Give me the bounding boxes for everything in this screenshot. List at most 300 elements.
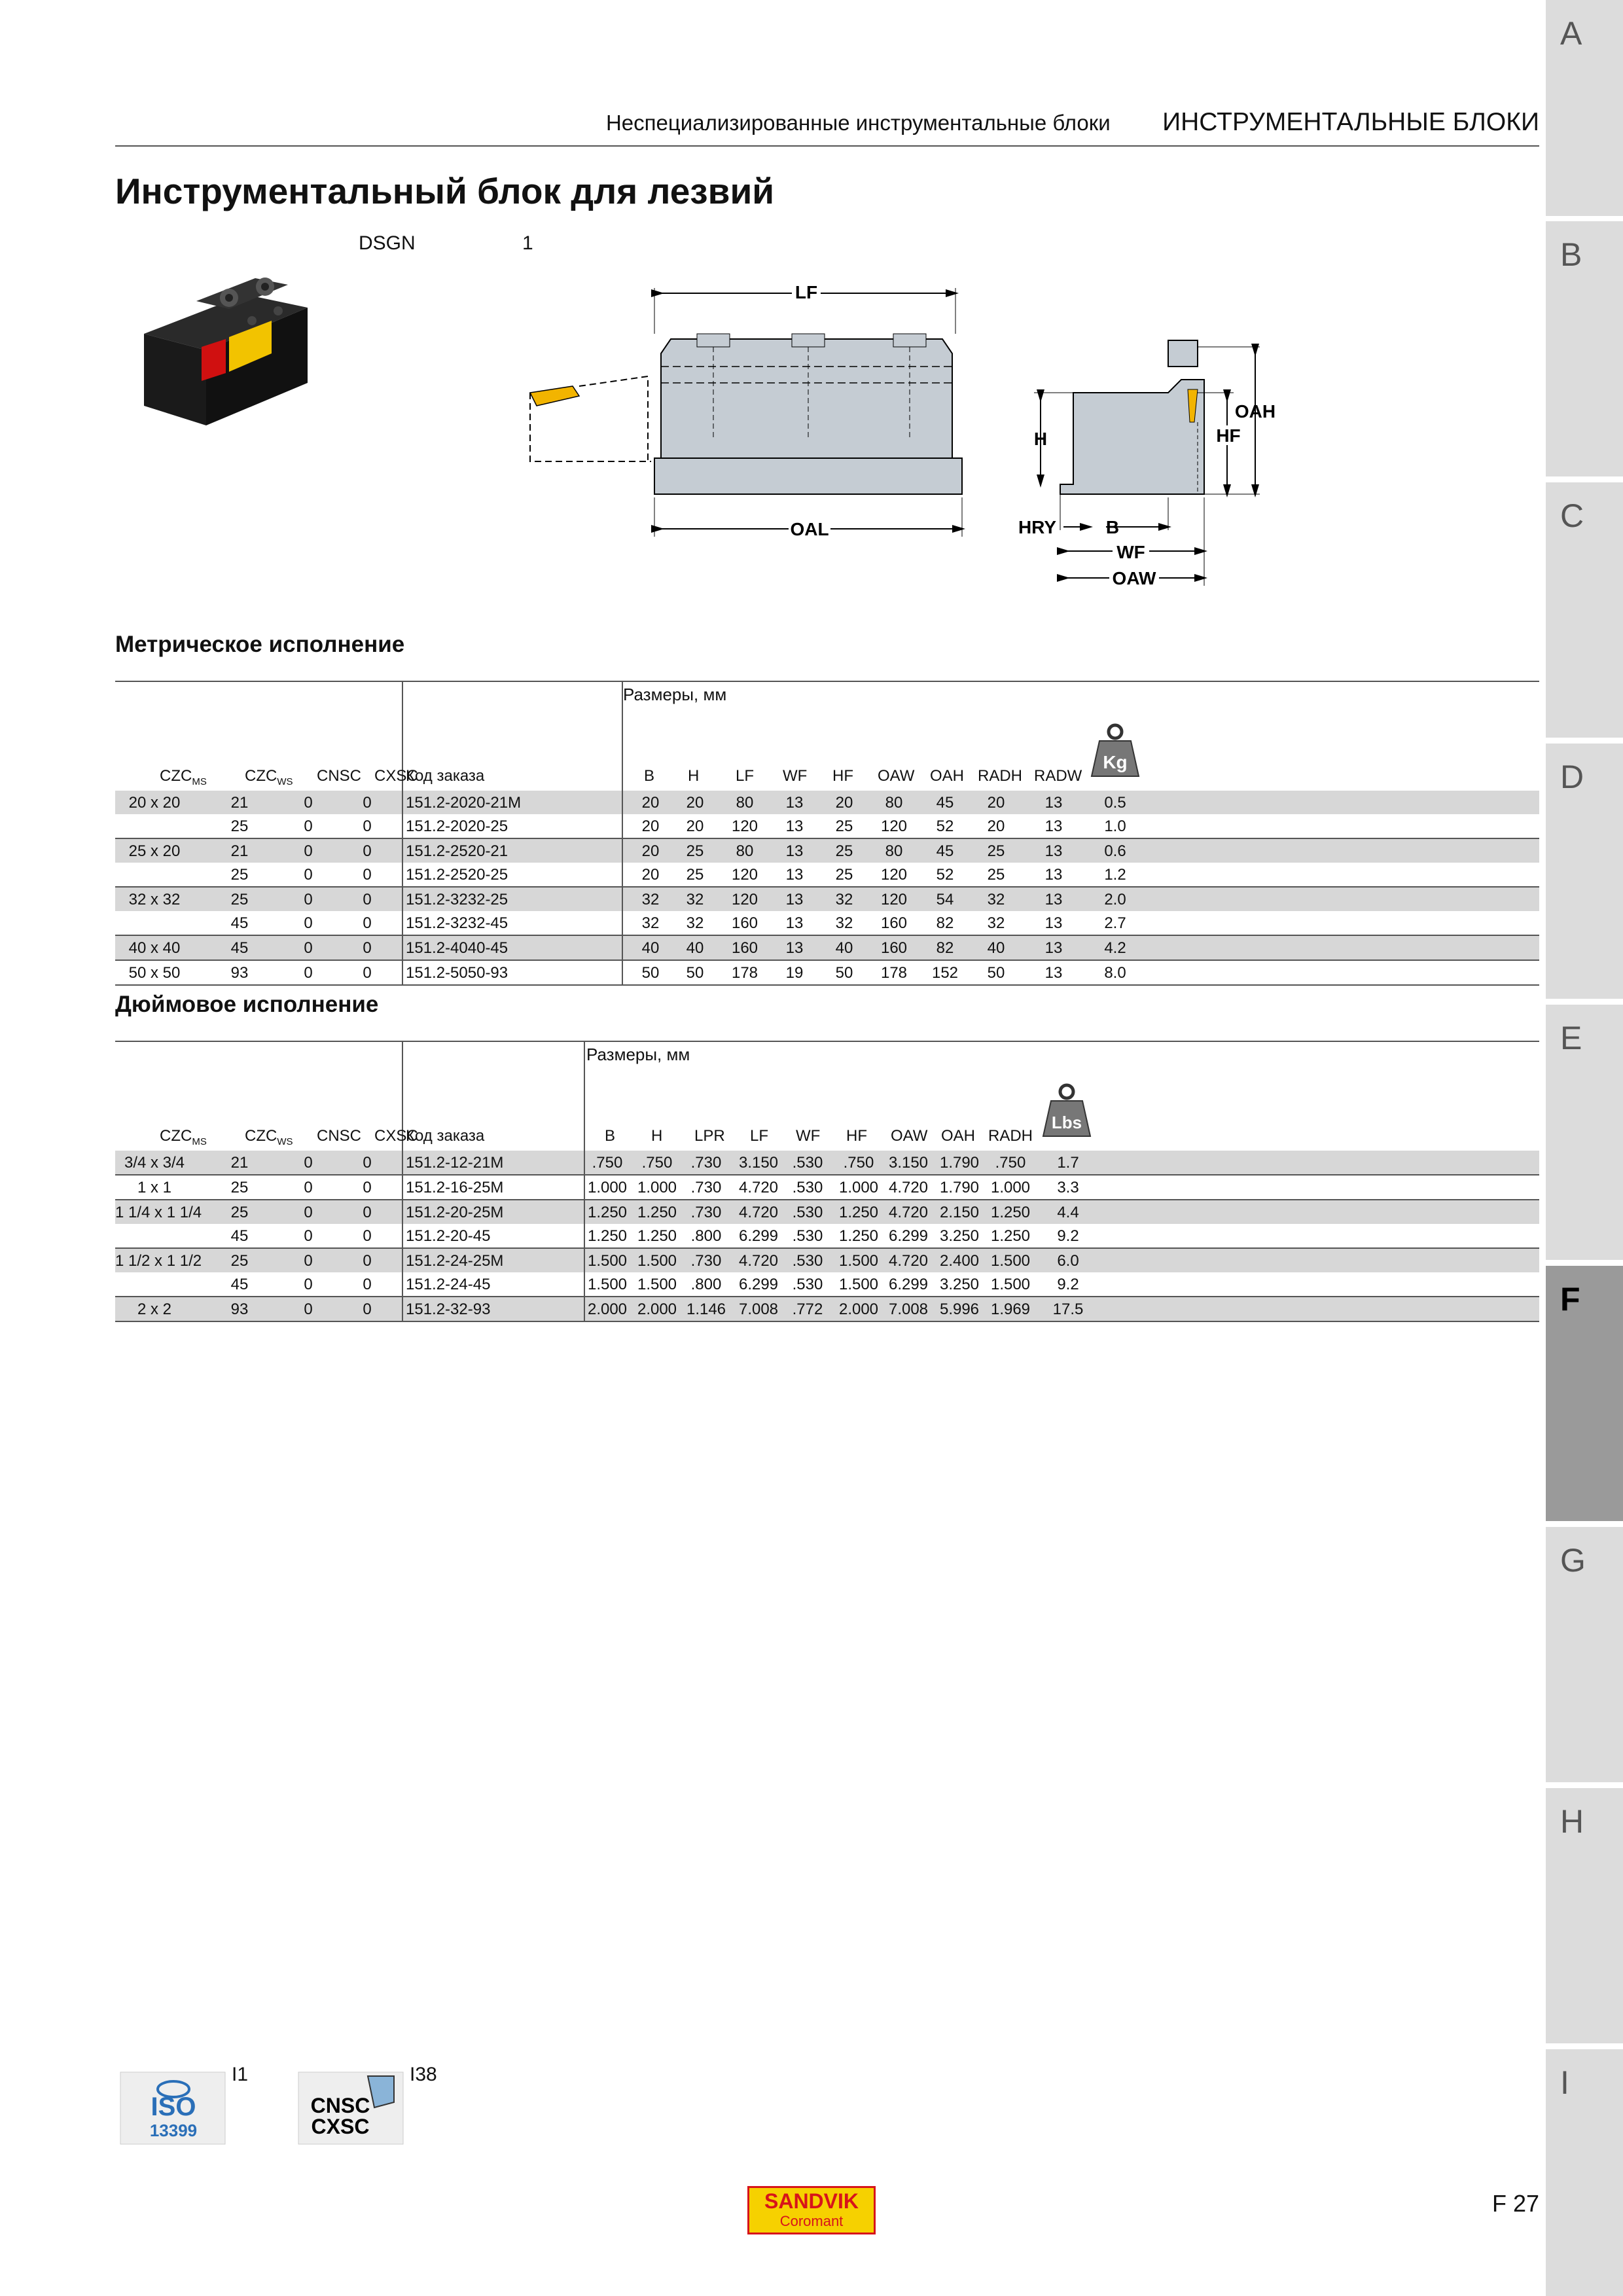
table-cell: 6.299 — [738, 1227, 779, 1245]
metric-col-header: OAH — [930, 767, 965, 785]
table-cell: 1.0 — [1104, 817, 1126, 835]
iso-13399-icon[interactable] — [118, 2068, 229, 2150]
table-cell: 19 — [785, 964, 804, 982]
table-cell: .750 — [843, 1154, 874, 1172]
table-cell: 20 — [686, 794, 704, 812]
table-cell: 32 — [987, 914, 1005, 932]
table-row[interactable] — [115, 863, 1539, 886]
table-cell: 25 x 20 — [128, 842, 181, 860]
tab-d[interactable]: D — [1546, 744, 1623, 999]
table-cell: 5.996 — [939, 1300, 980, 1318]
table-cell: .530 — [792, 1252, 823, 1270]
table-row[interactable] — [115, 791, 1539, 814]
metric-col-header: $CZC_{WS}$ — [245, 767, 293, 787]
metric-col-header: B — [644, 767, 655, 785]
metric-section-title: Метрическое исполнение — [115, 632, 405, 657]
row-divider — [402, 1272, 403, 1296]
table-cell: 0.5 — [1104, 794, 1126, 812]
inch-divider-2 — [584, 1042, 585, 1151]
table-cell: 2.0 — [1104, 891, 1126, 908]
table-cell: 120 — [731, 866, 758, 884]
table-cell: 1.000 — [587, 1179, 628, 1196]
table-row[interactable] — [115, 1199, 1539, 1224]
table-cell: 40 x 40 — [128, 939, 181, 957]
table-cell: .750 — [641, 1154, 673, 1172]
table-cell: 4.4 — [1057, 1204, 1079, 1221]
row-divider — [402, 1297, 403, 1321]
row-divider — [402, 1151, 403, 1174]
metric-dim-label: Размеры, мм — [623, 685, 727, 704]
table-cell: 25 — [230, 817, 249, 835]
table-cell: 151.2-5050-93 — [406, 964, 508, 982]
row-divider — [402, 1200, 403, 1224]
table-cell: 32 — [835, 914, 853, 932]
table-cell: 21 — [230, 1154, 249, 1172]
table-cell: 1.000 — [838, 1179, 879, 1196]
table-cell: 4.720 — [888, 1204, 929, 1221]
table-cell: 1.500 — [587, 1252, 628, 1270]
inch-col-header: RADH — [988, 1127, 1033, 1145]
tab-f[interactable]: F — [1546, 1266, 1623, 1521]
table-cell: 32 x 32 — [128, 891, 181, 908]
table-cell: 3.150 — [888, 1154, 929, 1172]
table-cell: 20 — [641, 842, 660, 860]
table-cell: 160 — [731, 914, 758, 932]
table-cell: 13 — [785, 891, 804, 908]
table-cell: 50 x 50 — [128, 964, 181, 982]
table-cell: 20 — [641, 794, 660, 812]
table-cell: 0 — [363, 866, 372, 884]
table-row[interactable] — [115, 911, 1539, 935]
table-cell: 1.500 — [637, 1276, 677, 1293]
row-divider — [584, 1272, 585, 1296]
metric-col-header: WF — [783, 767, 808, 785]
table-cell: 80 — [736, 794, 754, 812]
table-cell: 3/4 x 3/4 — [124, 1154, 185, 1172]
table-cell: 1.000 — [637, 1179, 677, 1196]
row-divider — [402, 961, 403, 984]
table-cell: 13 — [1044, 842, 1063, 860]
table-cell: 20 — [835, 794, 853, 812]
table-cell: 0 — [304, 1252, 313, 1270]
table-cell: 13 — [785, 794, 804, 812]
table-cell: 0 — [363, 1154, 372, 1172]
row-divider — [622, 814, 623, 838]
table-cell: 3.250 — [939, 1276, 980, 1293]
table-cell: 93 — [230, 964, 249, 982]
page-number: F 27 — [1491, 2190, 1539, 2217]
table-cell: 0 — [363, 794, 372, 812]
table-cell: 13 — [1044, 891, 1063, 908]
table-cell: 45 — [936, 794, 954, 812]
svg-text:Lbs: Lbs — [1051, 1113, 1082, 1132]
svg-text:Kg: Kg — [1103, 752, 1128, 772]
tab-i[interactable]: I — [1546, 2049, 1623, 2296]
table-cell: 1.500 — [990, 1276, 1031, 1293]
table-cell: 25 — [230, 891, 249, 908]
page-header — [606, 108, 1539, 137]
inch-col-header: CXSC — [374, 1127, 418, 1145]
table-cell: 40 — [835, 939, 853, 957]
table-cell: 4.720 — [738, 1179, 779, 1196]
table-row[interactable] — [115, 935, 1539, 960]
table-cell: 0 — [304, 794, 313, 812]
table-cell: 82 — [936, 914, 954, 932]
row-divider — [622, 888, 623, 911]
table-cell: 0 — [363, 1227, 372, 1245]
table-cell: 152 — [931, 964, 959, 982]
table-cell: 9.2 — [1057, 1227, 1079, 1245]
diagram-label-wf: WF — [1116, 542, 1145, 562]
metric-col-header: H — [688, 767, 700, 785]
row-divider — [402, 911, 403, 935]
table-cell: 32 — [641, 891, 660, 908]
row-divider — [402, 1224, 403, 1247]
table-cell: 54 — [936, 891, 954, 908]
page-title: Инструментальный блок для лезвий — [115, 171, 775, 211]
table-row[interactable] — [115, 838, 1539, 863]
table-cell: 151.2-24-45 — [406, 1276, 491, 1293]
table-row[interactable] — [115, 1174, 1539, 1199]
row-divider — [622, 863, 623, 886]
table-cell: 151.2-20-25M — [406, 1204, 504, 1221]
header-section: ИНСТРУМЕНТАЛЬНЫЕ БЛОКИ — [1162, 108, 1539, 136]
table-row[interactable] — [115, 1247, 1539, 1272]
table-cell: 1 1/4 x 1 1/4 — [115, 1204, 202, 1221]
table-cell: 0 — [363, 842, 372, 860]
table-cell: .730 — [690, 1252, 722, 1270]
table-cell: 1.250 — [637, 1204, 677, 1221]
table-cell: 1.250 — [990, 1204, 1031, 1221]
table-cell: 25 — [835, 842, 853, 860]
table-row[interactable] — [115, 886, 1539, 911]
table-cell: 1.790 — [939, 1179, 980, 1196]
table-cell: 82 — [936, 939, 954, 957]
tab-e[interactable]: E — [1546, 1005, 1623, 1260]
table-cell: 1.500 — [637, 1252, 677, 1270]
table-cell: 120 — [731, 817, 758, 835]
table-cell: 93 — [230, 1300, 249, 1318]
table-cell: .772 — [792, 1300, 823, 1318]
table-cell: 151.2-2020-21M — [406, 794, 522, 812]
tab-b[interactable]: B — [1546, 221, 1623, 476]
row-divider — [622, 936, 623, 960]
table-row[interactable] — [115, 1296, 1539, 1321]
metric-col-header: CNSC — [317, 767, 362, 785]
row-divider — [402, 1249, 403, 1272]
row-divider — [584, 1175, 585, 1199]
table-cell: 13 — [785, 817, 804, 835]
row-divider — [402, 936, 403, 960]
table-cell: 50 — [987, 964, 1005, 982]
table-cell: 40 — [987, 939, 1005, 957]
table-cell: 32 — [987, 891, 1005, 908]
table-cell: 20 — [987, 817, 1005, 835]
table-cell: 0 — [304, 964, 313, 982]
table-cell: .730 — [690, 1179, 722, 1196]
table-cell: 151.2-32-93 — [406, 1300, 491, 1318]
row-divider — [584, 1200, 585, 1224]
svg-text:13399: 13399 — [149, 2121, 198, 2140]
table-cell: 151.2-2020-25 — [406, 817, 508, 835]
cnsc-cxsc-icon[interactable] — [296, 2068, 407, 2150]
table-cell: 1.000 — [990, 1179, 1031, 1196]
table-cell: 4.720 — [888, 1252, 929, 1270]
tab-a[interactable]: A — [1546, 0, 1623, 216]
table-cell: 3.250 — [939, 1227, 980, 1245]
table-cell: 2.150 — [939, 1204, 980, 1221]
inch-col-header: $CZC_{WS}$ — [245, 1127, 293, 1147]
table-cell: 0 — [363, 1204, 372, 1221]
table-cell: 13 — [785, 914, 804, 932]
table-cell: 13 — [1044, 866, 1063, 884]
table-cell: 80 — [736, 842, 754, 860]
table-cell: 6.299 — [738, 1276, 779, 1293]
table-cell: 151.2-2520-25 — [406, 866, 508, 884]
inch-dim-label: Размеры, мм — [586, 1045, 690, 1064]
table-cell: .530 — [792, 1276, 823, 1293]
table-cell: 151.2-2520-21 — [406, 842, 508, 860]
table-row[interactable] — [115, 1224, 1539, 1247]
table-cell: 1 1/2 x 1 1/2 — [115, 1252, 202, 1270]
table-cell: 0 — [363, 964, 372, 982]
table-cell: 120 — [880, 891, 908, 908]
table-cell: 0 — [363, 817, 372, 835]
tab-c[interactable]: C — [1546, 482, 1623, 738]
row-divider — [584, 1224, 585, 1247]
table-cell: 1.500 — [838, 1276, 879, 1293]
table-cell: 13 — [785, 939, 804, 957]
diagram-label-b: B — [1105, 517, 1120, 537]
table-cell: 1 x 1 — [137, 1179, 172, 1196]
table-cell: 32 — [686, 914, 704, 932]
cnsc-ref: I38 — [410, 2064, 437, 2085]
table-cell: .730 — [690, 1154, 722, 1172]
table-cell: 45 — [230, 914, 249, 932]
metric-col-header: LF — [736, 767, 755, 785]
table-cell: 151.2-4040-45 — [406, 939, 508, 957]
table-cell: 0 — [304, 1300, 313, 1318]
table-cell: 13 — [1044, 964, 1063, 982]
table-cell: 1.250 — [587, 1204, 628, 1221]
table-cell: 151.2-12-21M — [406, 1154, 504, 1172]
table-cell: 0 — [304, 1179, 313, 1196]
table-cell: 2.000 — [587, 1300, 628, 1318]
table-cell: 50 — [686, 964, 704, 982]
inch-section-title: Дюймовое исполнение — [115, 992, 379, 1017]
table-cell: 151.2-3232-45 — [406, 914, 508, 932]
diagram-label-hry: HRY — [1018, 517, 1057, 537]
row-divider — [622, 839, 623, 863]
table-cell: 120 — [880, 817, 908, 835]
inch-col-header: LF — [750, 1127, 769, 1145]
diagram-label-hf: HF — [1216, 425, 1241, 446]
table-cell: 13 — [785, 866, 804, 884]
table-cell: 160 — [880, 939, 908, 957]
table-cell: 1.790 — [939, 1154, 980, 1172]
metric-col-header: Код заказа — [406, 767, 485, 785]
table-row[interactable] — [115, 814, 1539, 838]
table-cell: 45 — [230, 939, 249, 957]
table-cell: 120 — [731, 891, 758, 908]
table-cell: 13 — [785, 842, 804, 860]
table-cell: 25 — [987, 866, 1005, 884]
table-cell: .800 — [690, 1276, 722, 1293]
table-cell: 45 — [936, 842, 954, 860]
table-cell: 0 — [363, 914, 372, 932]
svg-text:CNSC: CNSC — [310, 2094, 370, 2117]
table-cell: 52 — [936, 866, 954, 884]
table-cell: 8.0 — [1104, 964, 1126, 982]
metric-table-header — [115, 682, 1539, 791]
table-cell: 2.000 — [838, 1300, 879, 1318]
table-cell: 13 — [1044, 914, 1063, 932]
table-cell: 151.2-16-25M — [406, 1179, 504, 1196]
inch-col-header: H — [651, 1127, 663, 1145]
table-row[interactable] — [115, 1151, 1539, 1174]
table-cell: 13 — [1044, 794, 1063, 812]
table-cell: 0 — [363, 1252, 372, 1270]
table-cell: 9.2 — [1057, 1276, 1079, 1293]
table-cell: 1.146 — [686, 1300, 726, 1318]
dsgn-value: 1 — [522, 232, 533, 254]
diagram-label-oal: OAL — [790, 519, 829, 539]
table-cell: 1.250 — [838, 1204, 879, 1221]
table-cell: 80 — [885, 842, 903, 860]
table-cell: 25 — [230, 866, 249, 884]
table-cell: 151.2-3232-25 — [406, 891, 508, 908]
table-cell: 21 — [230, 794, 249, 812]
table-cell: 45 — [230, 1276, 249, 1293]
table-cell: 4.720 — [738, 1204, 779, 1221]
row-divider — [622, 911, 623, 935]
sandvik-logo: SANDVIK Coromant — [747, 2186, 876, 2234]
table-cell: 25 — [686, 842, 704, 860]
inch-col-header: OAH — [941, 1127, 976, 1145]
table-cell: 25 — [835, 817, 853, 835]
inch-col-header: LPR — [694, 1127, 725, 1145]
row-divider — [402, 863, 403, 886]
table-cell: 20 — [987, 794, 1005, 812]
table-cell: 151.2-24-25M — [406, 1252, 504, 1270]
table-cell: 120 — [880, 866, 908, 884]
table-cell: 178 — [731, 964, 758, 982]
inch-col-header: Код заказа — [406, 1127, 485, 1145]
tab-g[interactable]: G — [1546, 1527, 1623, 1782]
table-cell: 50 — [641, 964, 660, 982]
table-cell: 4.720 — [888, 1179, 929, 1196]
row-divider — [402, 791, 403, 814]
table-cell: 4.720 — [738, 1252, 779, 1270]
row-divider — [584, 1151, 585, 1174]
table-cell: 20 x 20 — [128, 794, 181, 812]
diagram-label-lf: LF — [794, 282, 818, 302]
svg-text:CXSC: CXSC — [311, 2115, 370, 2138]
row-divider — [402, 839, 403, 863]
iso-ref: I1 — [232, 2064, 249, 2085]
metric-table — [115, 681, 1539, 986]
table-cell: 0 — [304, 1276, 313, 1293]
diagram-label-h: H — [1033, 429, 1048, 449]
table-cell: 25 — [230, 1252, 249, 1270]
table-cell: .530 — [792, 1154, 823, 1172]
table-cell: 0 — [304, 842, 313, 860]
svg-text:ISO: ISO — [151, 2092, 196, 2121]
table-cell: 25 — [230, 1179, 249, 1196]
table-cell: 160 — [880, 914, 908, 932]
inch-col-header: CNSC — [317, 1127, 362, 1145]
table-cell: 17.5 — [1052, 1300, 1084, 1318]
table-cell: 151.2-20-45 — [406, 1227, 491, 1245]
inch-col-header: WF — [796, 1127, 821, 1145]
table-cell: .750 — [592, 1154, 623, 1172]
table-cell: 25 — [230, 1204, 249, 1221]
diagram-label-oaw: OAW — [1112, 568, 1156, 588]
table-cell: 160 — [731, 939, 758, 957]
table-cell: .750 — [995, 1154, 1026, 1172]
row-divider — [402, 888, 403, 911]
header-subtitle: Неспециализированные инструментальные блоки — [605, 111, 1111, 135]
row-divider — [402, 1175, 403, 1199]
inch-col-header: OAW — [891, 1127, 928, 1145]
table-cell: 0 — [304, 1204, 313, 1221]
table-cell: 6.0 — [1057, 1252, 1079, 1270]
row-divider — [584, 1249, 585, 1272]
row-divider — [622, 791, 623, 814]
table-cell: 32 — [641, 914, 660, 932]
table-cell: 0 — [304, 1154, 313, 1172]
table-cell: 21 — [230, 842, 249, 860]
table-cell: 52 — [936, 817, 954, 835]
table-cell: 1.250 — [587, 1227, 628, 1245]
table-cell: .530 — [792, 1204, 823, 1221]
table-cell: 0 — [304, 866, 313, 884]
table-cell: 0 — [304, 914, 313, 932]
table-cell: 7.008 — [888, 1300, 929, 1318]
table-cell: 1.250 — [838, 1227, 879, 1245]
table-cell: .730 — [690, 1204, 722, 1221]
table-cell: 3.3 — [1057, 1179, 1079, 1196]
table-cell: 25 — [987, 842, 1005, 860]
table-cell: 1.500 — [838, 1252, 879, 1270]
table-cell: 1.500 — [587, 1276, 628, 1293]
table-cell: 1.250 — [990, 1227, 1031, 1245]
table-cell: 2.400 — [939, 1252, 980, 1270]
table-row[interactable] — [115, 960, 1539, 984]
table-cell: .800 — [690, 1227, 722, 1245]
table-cell: 178 — [880, 964, 908, 982]
table-row[interactable] — [115, 1272, 1539, 1296]
table-cell: 0 — [363, 1300, 372, 1318]
table-cell: .530 — [792, 1227, 823, 1245]
table-cell: 0 — [304, 817, 313, 835]
table-cell: 0.6 — [1104, 842, 1126, 860]
tab-h[interactable]: H — [1546, 1788, 1623, 2043]
table-cell: 0 — [363, 1179, 372, 1196]
section-tabs — [1546, 0, 1623, 2296]
table-cell: 0 — [363, 891, 372, 908]
table-cell: 0 — [363, 1276, 372, 1293]
table-cell: 20 — [641, 817, 660, 835]
table-cell: 0 — [304, 1227, 313, 1245]
metric-col-header: HF — [832, 767, 853, 785]
table-cell: 1.250 — [637, 1227, 677, 1245]
row-divider — [584, 1297, 585, 1321]
metric-col-header: RADH — [978, 767, 1023, 785]
metric-col-header: OAW — [878, 767, 915, 785]
row-divider — [622, 961, 623, 984]
metric-col-header: CXSC — [374, 767, 418, 785]
